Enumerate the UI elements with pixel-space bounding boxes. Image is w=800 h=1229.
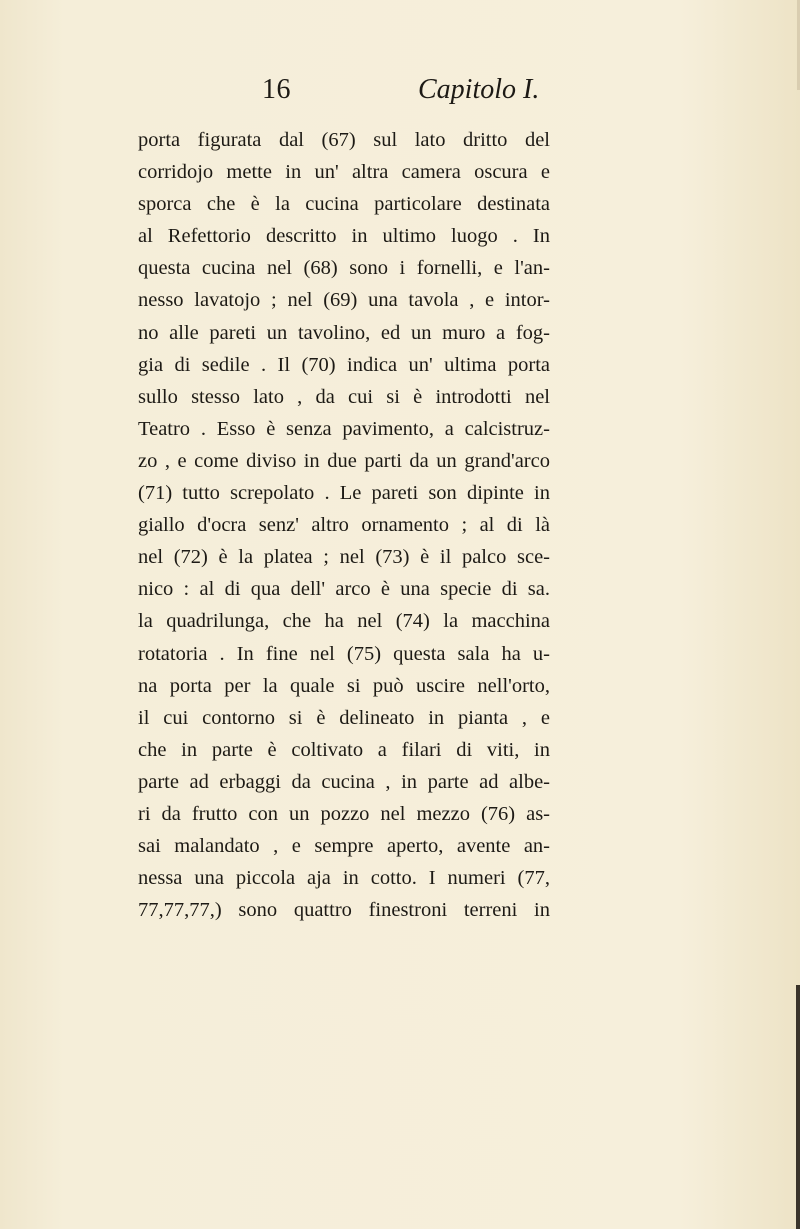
text-line: sullo stesso lato , da cui si è introdotti nel [138, 385, 550, 408]
text-line: che in parte è coltivato a filari di viti, in [138, 738, 550, 761]
page-number: 16 [262, 74, 291, 105]
body-text [138, 124, 550, 926]
text-line: (71) tutto screpolato . Le pareti son dipinte in [138, 482, 550, 505]
text-line: gia di sedile . Il (70) indica un' ultima porta [138, 353, 550, 376]
text-line: nesso lavatojo ; nel (69) una tavola , e intor- [138, 289, 550, 312]
text-line: porta figurata dal (67) sul lato dritto del [138, 129, 550, 151]
text-line: zo , e come diviso in due parti da un grand'arco [138, 449, 550, 472]
text-line: Teatro . Esso è senza pavimento, a calcistruz- [138, 417, 550, 440]
running-title: Capitolo I. [418, 74, 540, 105]
text-line: rotatoria . In fine nel (75) questa sala ha u- [138, 642, 550, 665]
text-line: il cui contorno si è delineato in pianta , e [138, 706, 550, 729]
text-line: na porta per la quale si può uscire nell'orto, [138, 674, 550, 697]
text-line: ri da frutto con un pozzo nel mezzo (76) as- [138, 802, 550, 825]
text-line: sporca che è la cucina particolare destinata [138, 193, 550, 216]
text-line: sai malandato , e sempre aperto, avente an- [138, 835, 550, 858]
text-line: nel (72) è la platea ; nel (73) è il palco sce- [138, 546, 550, 569]
page-header [0, 68, 800, 112]
text-line: nessa una piccola aja in cotto. I numeri (77, [138, 867, 550, 890]
text-line: 77,77,77,) sono quattro finestroni terreni in [138, 899, 550, 922]
text-line: giallo d'ocra senz' altro ornamento ; al di là [138, 514, 550, 537]
text-line: questa cucina nel (68) sono i fornelli, e l'an- [138, 257, 550, 280]
page-edge-mark [796, 985, 800, 1229]
text-line: al Refettorio descritto in ultimo luogo . In [138, 225, 550, 248]
text-line: corridojo mette in un' altra camera oscura e [138, 161, 550, 184]
text-line: la quadrilunga, che ha nel (74) la macchina [138, 610, 550, 633]
text-line: parte ad erbaggi da cucina , in parte ad albe- [138, 770, 550, 793]
text-line: nico : al di qua dell' arco è una specie di sa. [138, 578, 550, 601]
text-line: no alle pareti un tavolino, ed un muro a fog- [138, 321, 550, 344]
